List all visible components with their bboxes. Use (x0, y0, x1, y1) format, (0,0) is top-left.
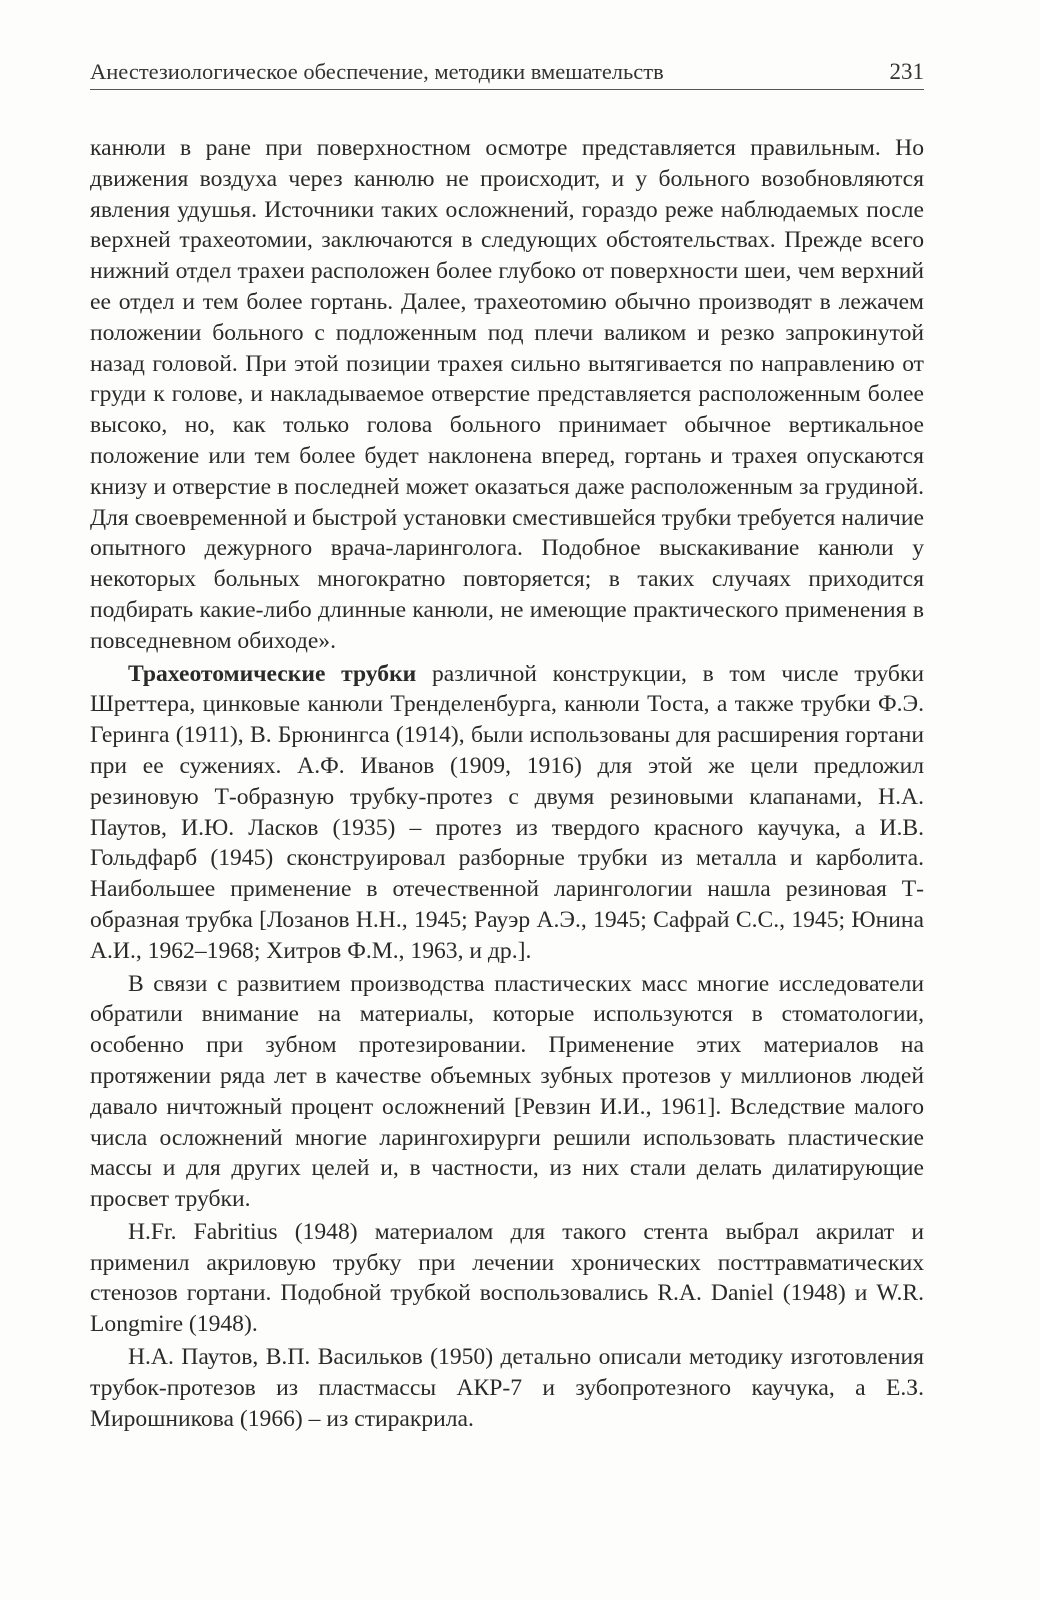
paragraph-text: Н.А. Паутов, В.П. Васильков (1950) детально описали методику изготовления трубок-протезов из пластмассы АКР-7 и зубопротезного каучука, а Е.З. Мирошникова (1966) – из стиракрила. (90, 1344, 924, 1432)
page-number: 231 (889, 59, 924, 84)
running-header (90, 52, 924, 90)
paragraph-text: канюли в ране при поверхностном осмотре представляется правильным. Но движения воздуха через канюлю не происходит, и у больного возобновляются явления удушья. Источники таких осложнений, гораздо реже наблюдаемых после верхней трахеотомии, заключаются в следующих обстоятельствах. Прежде всего нижний отдел трахеи расположен более глубоко от поверхности шеи, чем верхний ее отдел и тем более гортань. Далее, трахеотомию обычно производят в лежачем положении больного с подложенным под плечи валиком и резко запрокинутой назад головой. При этой позиции трахея сильно вытягивается по направлению от груди к голове, и накладываемое отверстие представляется расположенным более высоко, но, как только голова больного принимает обычное вертикальное положение или тем более будет наклонена вперед, гортань и трахея опускаются книзу и отверстие в последней может оказаться даже расположенным за грудиной. Для своевременной и быстрой установки сместившейся трубки требуется наличие опытного дежурного врача-ларинголога. Подобное выскакивание канюли у некоторых больных многократно повторяется; в таких случаях приходится подбирать какие-либо длинные канюли, не имеющие практического применения в повседневном обиходе». (90, 135, 924, 654)
paragraph-plastics (90, 969, 924, 1215)
paragraph-fabritius (90, 1217, 924, 1340)
running-header-title: Анестезиологическое обеспечение, методики вмешательств (90, 59, 664, 84)
main-text (90, 133, 924, 1434)
paragraph-pautov (90, 1342, 924, 1434)
paragraph-text: H.Fr. Fabritius (1948) материалом для такого стента выбрал акрилат и применил акриловую трубку при лечении хронических посттравматических стенозов гортани. Подобной трубкой воспользовались R.A. Daniel (1948) и W.R. Longmire (1948). (90, 1218, 924, 1338)
paragraph-text: различной конструкции, в том числе трубки Шреттера, цинковые канюли Тренделенбурга, канюли Тоста, а также трубки Ф.Э. Геринга (1911), В. Брюнингса (1914), были использованы для расширения гортани при ее сужениях. А.Ф. Иванов (1909, 1916) для этой же цели предложил резиновую Т-образную трубку-протез с двумя резиновыми клапанами, Н.А. Паутов, И.Ю. Ласков (1935) – протез из твердого красного каучука, а И.В. Гольдфарб (1945) сконструировал разборные трубки из металла и карболита. Наибольшее применение в отечественной ларингологии нашла резиновая Т-образная трубка [Лозанов Н.Н., 1945; Рауэр А.Э., 1945; Сафрай С.С., 1945; Юнина А.И., 1962–1968; Хитров Ф.М., 1963, и др.]. (90, 660, 924, 964)
paragraph-lead-term: Трахеотомические трубки (128, 660, 417, 687)
paragraph-text: В связи с развитием производства пластических масс многие исследователи обратили внимание на материалы, которые используются в стоматологии, особенно при зубном протезировании. Применение этих материалов на протяжении ряда лет в качестве объемных зубных протезов у миллионов людей давало ничтожный процент осложнений [Ревзин И.И., 1961]. Вследствие малого числа осложнений многие ларингохирурги решили использовать пластические массы и для других целей и, в частности, из них стали делать дилатирующие просвет трубки. (90, 970, 924, 1213)
paragraph-tracheotomy-tubes (90, 659, 924, 967)
paragraph-continuation (90, 133, 924, 657)
